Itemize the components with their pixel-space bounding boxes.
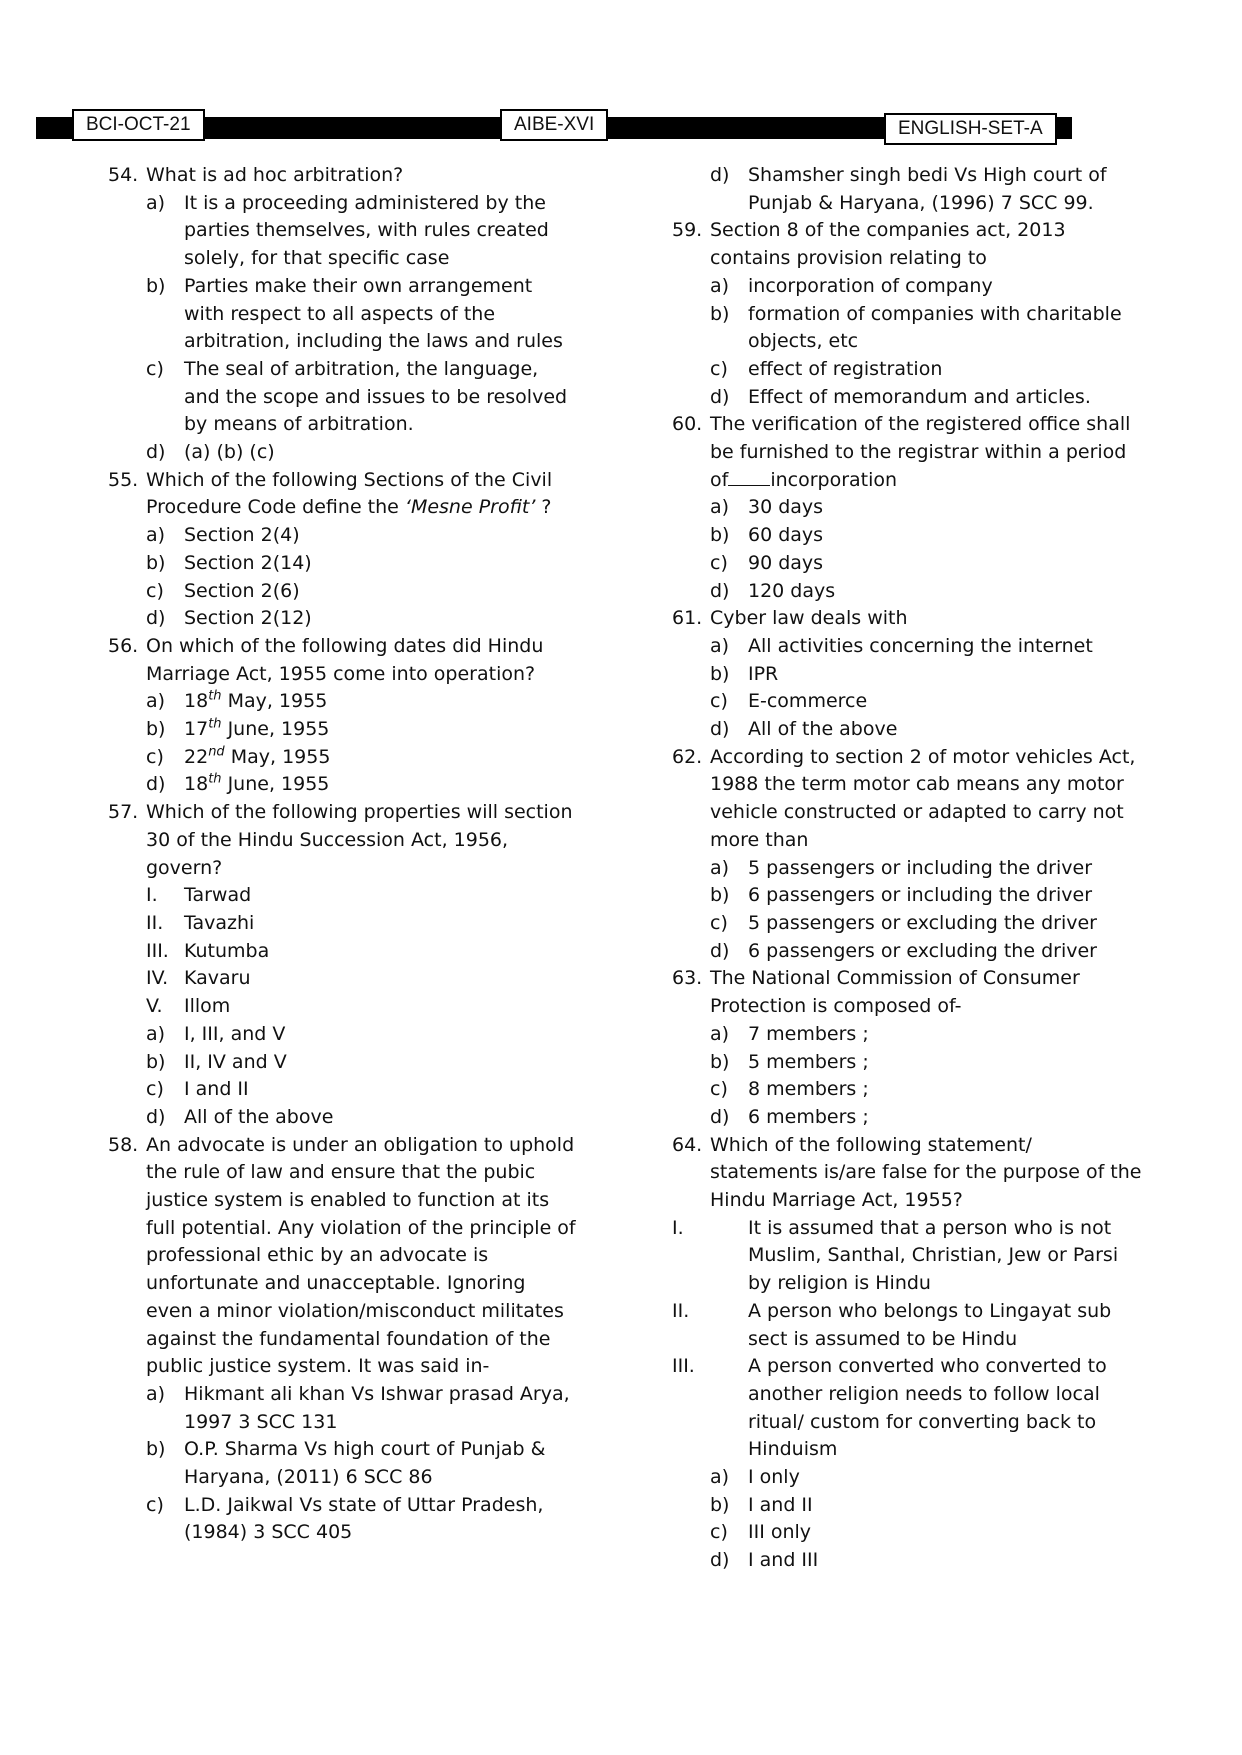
question-54 (108, 162, 578, 190)
option-label: d) (710, 1105, 730, 1128)
question-62 (672, 744, 1142, 855)
option-text: formation of companies with charitable objects, etc (748, 302, 1122, 353)
option-text: All of the above (184, 1105, 334, 1128)
question-64 (672, 1132, 1142, 1215)
date-suffix: th (208, 772, 222, 788)
option-text: 90 days (748, 551, 824, 574)
question-number: 59. (672, 219, 703, 242)
option-a (146, 1381, 578, 1436)
option-label: d) (710, 579, 730, 602)
option-text: 5 members ; (748, 1050, 869, 1073)
question-number: 57. (108, 801, 139, 824)
option-label: b) (710, 1050, 730, 1073)
option-d (146, 771, 578, 799)
option-label: b) (146, 1438, 166, 1461)
date-suffix: th (208, 689, 222, 705)
option-c (146, 356, 578, 439)
option-text: All activities concerning the internet (748, 634, 1093, 657)
date-rest: May, 1955 (224, 745, 331, 768)
option-c (710, 356, 1142, 384)
option-b (710, 661, 1142, 689)
question-text (146, 467, 578, 522)
question-term: ‘Mesne Profit’ (404, 496, 536, 519)
question-59 (672, 217, 1142, 272)
roman-text: Tavazhi (184, 911, 255, 934)
option-text: 120 days (748, 579, 836, 602)
option-text: Parties make their own arrangement with respect to all aspects of the arbitration, including the laws and rules (184, 274, 563, 353)
question-text: Section 8 of the companies act, 2013 contains provision relating to (710, 219, 1066, 270)
option-label: a) (146, 524, 166, 547)
option-label: d) (710, 1549, 730, 1572)
option-c (146, 1076, 578, 1104)
question-text: According to section 2 of motor vehicles Act, 1988 the term motor cab means any motor vehicle constructed or adapted to carry not more than (710, 745, 1136, 851)
option-a (146, 688, 578, 716)
option-b (710, 301, 1142, 356)
question-number: 60. (672, 413, 703, 436)
option-label: b) (146, 1050, 166, 1073)
question-number: 55. (108, 468, 139, 491)
option-b (146, 1436, 578, 1491)
option-text: 8 members ; (748, 1078, 869, 1101)
option-label: c) (710, 551, 728, 574)
option-a (710, 855, 1142, 883)
option-a (710, 1021, 1142, 1049)
statement-text: It is assumed that a person who is not Muslim, Santhal, Christian, Jew or Parsi by religion is Hindu (748, 1216, 1119, 1295)
option-label: a) (710, 496, 730, 519)
question-number: 62. (672, 745, 703, 768)
option-text: 6 passengers or including the driver (748, 884, 1093, 907)
date-suffix: th (208, 716, 222, 732)
option-text: L.D. Jaikwal Vs state of Uttar Pradesh, (1984) 3 SCC 405 (184, 1493, 544, 1544)
option-label: c) (710, 357, 728, 380)
option-a (146, 522, 578, 550)
option-d (146, 605, 578, 633)
option-label: b) (146, 551, 166, 574)
header-set-label: ENGLISH-SET-A (884, 113, 1057, 145)
option-text: Section 2(14) (184, 551, 312, 574)
option-text: (a) (b) (c) (184, 441, 275, 464)
date-rest: June, 1955 (221, 773, 330, 796)
roman-text: Illom (184, 995, 231, 1018)
statement-label: II. (672, 1299, 690, 1322)
option-label: b) (146, 718, 166, 741)
option-label: d) (146, 607, 166, 630)
option-d (710, 384, 1142, 412)
option-d (710, 162, 1142, 217)
option-text: effect of registration (748, 357, 943, 380)
roman-label: IV. (146, 967, 169, 990)
question-text-part: ? (535, 496, 552, 519)
option-label: b) (710, 884, 730, 907)
option-label: c) (146, 1493, 164, 1516)
option-c (710, 1076, 1142, 1104)
question-number: 54. (108, 164, 139, 186)
option-text: III only (748, 1521, 812, 1544)
roman-label: V. (146, 995, 163, 1018)
option-c (710, 688, 1142, 716)
question-text: Which of the following properties will section 30 of the Hindu Succession Act, 1956, govern? (146, 801, 573, 879)
option-label: d) (710, 164, 730, 186)
option-c (710, 1519, 1142, 1547)
question-number: 56. (108, 634, 139, 657)
option-text: The seal of arbitration, the language, and the scope and issues to be resolved by means of arbitration. (184, 357, 568, 436)
option-d (710, 938, 1142, 966)
option-b (710, 522, 1142, 550)
option-label: b) (710, 524, 730, 547)
option-c (146, 578, 578, 606)
statement-label: III. (672, 1355, 695, 1378)
option-b (146, 550, 578, 578)
option-text: I and II (748, 1493, 813, 1516)
option-label: a) (710, 634, 730, 657)
question-text-part: The verification of the registered office shall be furnished to the registrar within a period of (710, 413, 1131, 491)
option-label: d) (146, 1105, 166, 1128)
roman-text: Tarwad (184, 884, 252, 907)
option-text: Section 2(4) (184, 524, 300, 547)
option-label: a) (710, 1466, 730, 1489)
roman-text: Kavaru (184, 967, 251, 990)
option-d (146, 439, 578, 467)
option-label: d) (146, 441, 166, 464)
option-b (146, 716, 578, 744)
option-text: I and II (184, 1078, 249, 1101)
option-text: O.P. Sharma Vs high court of Punjab & Haryana, (2011) 6 SCC 86 (184, 1438, 546, 1489)
question-60 (672, 411, 1142, 494)
roman-item-1 (146, 882, 578, 910)
question-number: 61. (672, 607, 703, 630)
question-number: 63. (672, 967, 703, 990)
option-text: 5 passengers or including the driver (748, 856, 1093, 879)
question-57 (108, 799, 578, 882)
option-label: a) (146, 191, 166, 214)
question-text-part: Which of the following Sections of the Civil Procedure Code define the (146, 468, 553, 519)
date-day: 17 (184, 718, 209, 741)
left-column (108, 162, 578, 1547)
option-text: incorporation of company (748, 274, 993, 297)
option-b (146, 1049, 578, 1077)
option-text: I, III, and V (184, 1022, 286, 1045)
date-day: 22 (184, 745, 209, 768)
option-b (710, 1049, 1142, 1077)
question-56 (108, 633, 578, 688)
option-label: a) (710, 274, 730, 297)
statement-label: I. (672, 1216, 684, 1239)
roman-text: Kutumba (184, 939, 270, 962)
option-label: b) (146, 274, 166, 297)
question-text: On which of the following dates did Hindu Marriage Act, 1955 come into operation? (146, 634, 544, 685)
option-a (146, 190, 578, 273)
option-text: I only (748, 1466, 800, 1489)
option-label: c) (146, 357, 164, 380)
question-text: The National Commission of Consumer Protection is composed of- (710, 967, 1080, 1018)
option-text: II, IV and V (184, 1050, 287, 1073)
option-a (710, 1464, 1142, 1492)
option-label: d) (710, 385, 730, 408)
option-label: a) (710, 1022, 730, 1045)
option-c (710, 550, 1142, 578)
option-label: a) (146, 1022, 166, 1045)
roman-item-2 (146, 910, 578, 938)
option-c (146, 1492, 578, 1547)
option-label: c) (146, 745, 164, 768)
option-label: a) (146, 690, 166, 713)
option-c (710, 910, 1142, 938)
option-text (184, 744, 578, 772)
option-d (146, 1104, 578, 1132)
header-code-label: BCI-OCT-21 (72, 109, 205, 141)
option-a (710, 494, 1142, 522)
option-label: c) (146, 1078, 164, 1101)
option-text: Effect of memorandum and articles. (748, 385, 1091, 408)
option-label: b) (710, 662, 730, 685)
option-text: I and III (748, 1549, 819, 1572)
question-text: Cyber law deals with (710, 607, 908, 630)
date-rest: May, 1955 (221, 690, 328, 713)
option-text: 5 passengers or excluding the driver (748, 911, 1097, 934)
option-text (184, 716, 578, 744)
question-text: Which of the following statement/ statements is/are false for the purpose of the Hindu Marriage Act, 1955? (710, 1133, 1142, 1212)
option-text: Shamsher singh bedi Vs High court of Punjab & Haryana, (1996) 7 SCC 99. (748, 164, 1107, 214)
option-label: a) (146, 1382, 166, 1405)
option-label: c) (710, 911, 728, 934)
option-label: c) (146, 579, 164, 602)
question-number: 58. (108, 1133, 139, 1156)
question-text (710, 411, 1142, 494)
roman-item-3 (146, 938, 578, 966)
option-label: c) (710, 1521, 728, 1544)
option-text: IPR (748, 662, 779, 685)
date-day: 18 (184, 773, 209, 796)
roman-label: II. (146, 911, 164, 934)
option-text (184, 771, 578, 799)
option-label: d) (146, 773, 166, 796)
option-text: Hikmant ali khan Vs Ishwar prasad Arya, 1997 3 SCC 131 (184, 1382, 570, 1433)
statement-1 (672, 1215, 1142, 1298)
option-label: d) (710, 718, 730, 741)
fill-blank (728, 471, 770, 486)
option-b (710, 1492, 1142, 1520)
roman-label: III. (146, 939, 169, 962)
statement-text: A person converted who converted to another religion needs to follow local ritual/ custom for converting back to Hinduism (748, 1355, 1107, 1461)
option-text: 30 days (748, 496, 824, 519)
question-61 (672, 605, 1142, 633)
option-text: 60 days (748, 524, 824, 547)
option-d (710, 578, 1142, 606)
option-a (710, 633, 1142, 661)
roman-item-5 (146, 993, 578, 1021)
option-d (710, 1104, 1142, 1132)
option-label: d) (710, 939, 730, 962)
option-text: Section 2(6) (184, 579, 300, 602)
option-label: b) (710, 302, 730, 325)
date-rest: June, 1955 (221, 718, 330, 741)
date-suffix: nd (208, 744, 225, 760)
option-text: 6 members ; (748, 1105, 869, 1128)
option-text (184, 688, 578, 716)
option-b (146, 273, 578, 356)
roman-label: I. (146, 884, 158, 907)
question-text: An advocate is under an obligation to uphold the rule of law and ensure that the pubic justice system is enabled to function at its full potential. Any violation of the principle of professional ethic by an advocate is unfortunate and unacceptable. Ignoring even a minor violation/misconduct militates against the fundamental foundation of the public justice system. It was said in- (146, 1133, 576, 1378)
option-c (146, 744, 578, 772)
option-b (710, 882, 1142, 910)
question-55 (108, 467, 578, 522)
date-day: 18 (184, 690, 209, 713)
statement-text: A person who belongs to Lingayat sub sect is assumed to be Hindu (748, 1299, 1112, 1350)
option-text: Section 2(12) (184, 607, 312, 630)
header-exam-label: AIBE-XVI (500, 109, 608, 141)
roman-item-4 (146, 965, 578, 993)
question-63 (672, 965, 1142, 1020)
question-58 (108, 1132, 578, 1381)
option-d (710, 1547, 1142, 1575)
right-column (672, 162, 1142, 1575)
question-number: 64. (672, 1133, 703, 1156)
option-text: It is a proceeding administered by the parties themselves, with rules created solely, for that specific case (184, 191, 549, 270)
option-label: c) (710, 1078, 728, 1101)
question-text-part: incorporation (770, 468, 898, 491)
option-text: 6 passengers or excluding the driver (748, 939, 1097, 962)
statement-2 (672, 1298, 1142, 1353)
option-text: 7 members ; (748, 1022, 869, 1045)
question-text: What is ad hoc arbitration? (146, 164, 404, 186)
option-text: All of the above (748, 718, 898, 741)
statement-3 (672, 1353, 1142, 1464)
option-text: E-commerce (748, 690, 868, 713)
option-a (146, 1021, 578, 1049)
option-label: c) (710, 690, 728, 713)
option-d (710, 716, 1142, 744)
option-a (710, 273, 1142, 301)
option-label: b) (710, 1493, 730, 1516)
option-label: a) (710, 856, 730, 879)
